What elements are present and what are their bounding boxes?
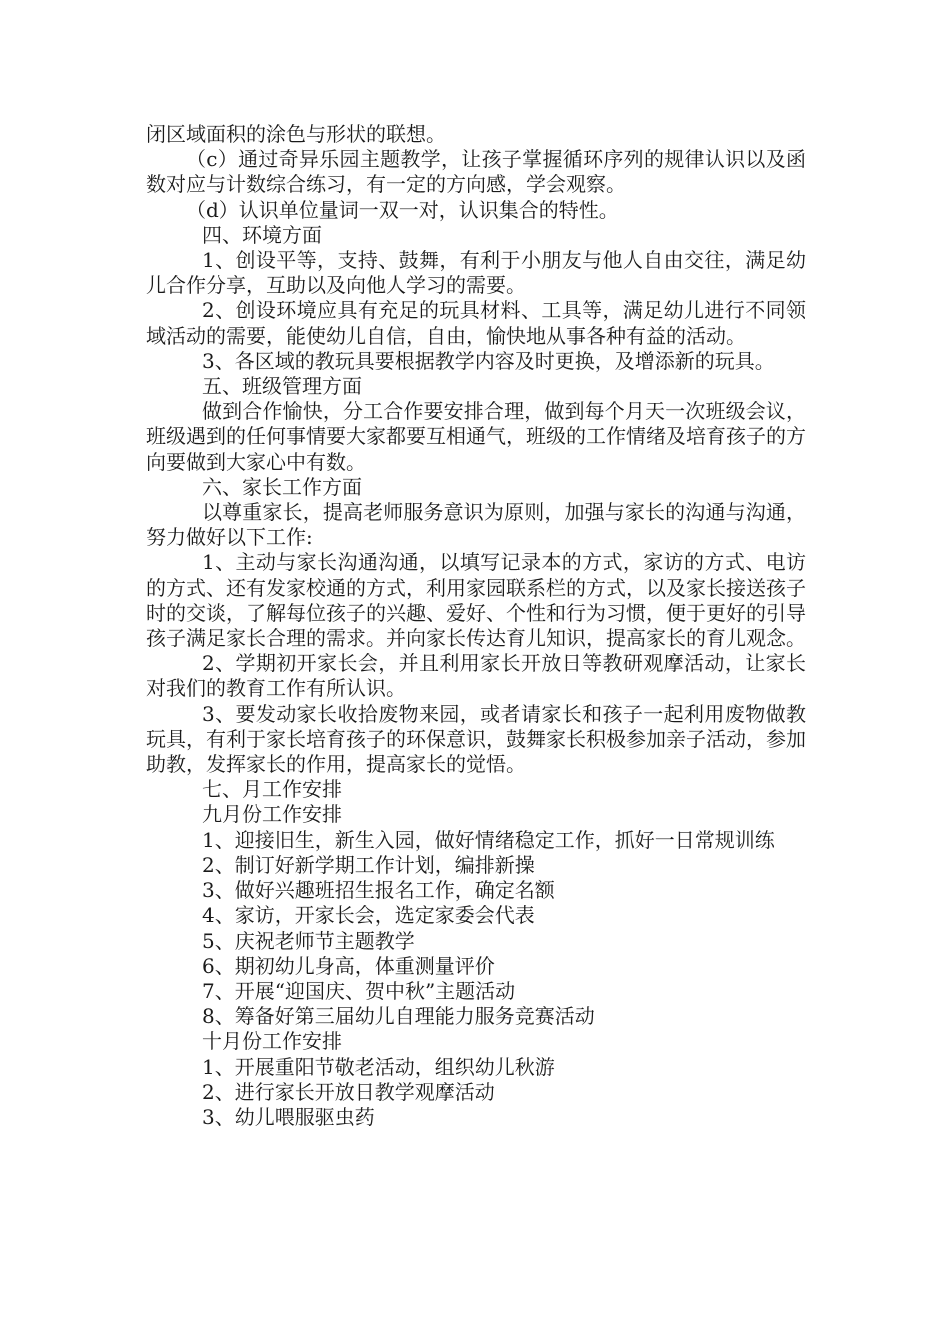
document-body: [146, 122, 806, 1130]
list-item: 4、家访，开家长会，选定家委会代表: [202, 903, 535, 928]
list-item: 5、庆祝老师节主题教学: [202, 928, 415, 953]
list-item: 2、进行家长开放日教学观摩活动: [202, 1079, 495, 1104]
list-item: 1、迎接旧生，新生入园，做好情绪稳定工作，抓好一日常规训练: [202, 827, 775, 852]
subsection-heading: 九月份工作安排: [202, 802, 342, 827]
list-item: 3、各区域的教玩具要根据教学内容及时更换，及增添新的玩具。: [202, 348, 775, 373]
section-heading: 五、班级管理方面: [202, 374, 362, 399]
paragraph: （c）通过奇异乐园主题教学，让孩子掌握循环序列的规律认识以及函数对应与计数综合练习，有一定的方向感，学会观察。: [146, 147, 806, 197]
paragraph: （d）认识单位量词一双一对，认识集合的特性。: [186, 197, 619, 222]
paragraph: 闭区域面积的涂色与形状的联想。: [146, 122, 446, 146]
section-heading: 七、月工作安排: [202, 777, 342, 802]
list-item: 3、做好兴趣班招生报名工作，确定名额: [202, 878, 555, 903]
list-item: 3、要发动家长收拾废物来园，或者请家长和孩子一起利用废物做教玩具，有利于家长培育孩子的环保意识，鼓舞家长积极参加亲子活动，参加助教，发挥家长的作用，提高家长的觉悟。: [146, 701, 806, 777]
list-item: 2、制订好新学期工作计划，编排新操: [202, 852, 535, 877]
list-item: 3、幼儿喂服驱虫药: [202, 1104, 375, 1129]
paragraph: 以尊重家长，提高老师服务意识为原则，加强与家长的沟通与沟通，努力做好以下工作:: [146, 500, 806, 550]
section-heading: 四、环境方面: [202, 222, 322, 247]
list-item: 7、开展“迎国庆、贺中秋”主题活动: [202, 978, 516, 1003]
list-item: 6、期初幼儿身高，体重测量评价: [202, 953, 495, 978]
list-item: 8、筹备好第三届幼儿自理能力服务竞赛活动: [202, 1004, 595, 1029]
paragraph: 做到合作愉快，分工合作要安排合理，做到每个月天一次班级会议，班级遇到的任何事情要大家都要互相通气，班级的工作情绪及培育孩子的方向要做到大家心中有数。: [146, 399, 806, 474]
list-item: 2、创设环境应具有充足的玩具材料、工具等，满足幼儿进行不同领域活动的需要，能使幼儿自信，自由，愉快地从事各种有益的活动。: [146, 298, 806, 348]
list-item: 1、创设平等，支持、鼓舞，有利于小朋友与他人自由交往，满足幼儿合作分享，互助以及向他人学习的需要。: [146, 248, 806, 298]
list-item: 1、主动与家长沟通沟通，以填写记录本的方式，家访的方式、电访的方式、还有发家校通的方式，利用家园联系栏的方式，以及家长接送孩子时的交谈，了解每位孩子的兴趣、爱好、个性和行为习惯，便于更好的引导孩子满足家长合理的需求。并向家长传达育儿知识，提高家长的育儿观念。: [146, 550, 806, 651]
subsection-heading: 十月份工作安排: [202, 1029, 342, 1054]
list-item: 1、开展重阳节敬老活动，组织幼儿秋游: [202, 1054, 555, 1079]
section-heading: 六、家长工作方面: [202, 474, 362, 499]
list-item: 2、学期初开家长会，并且利用家长开放日等教研观摩活动，让家长对我们的教育工作有所认识。: [146, 651, 806, 701]
